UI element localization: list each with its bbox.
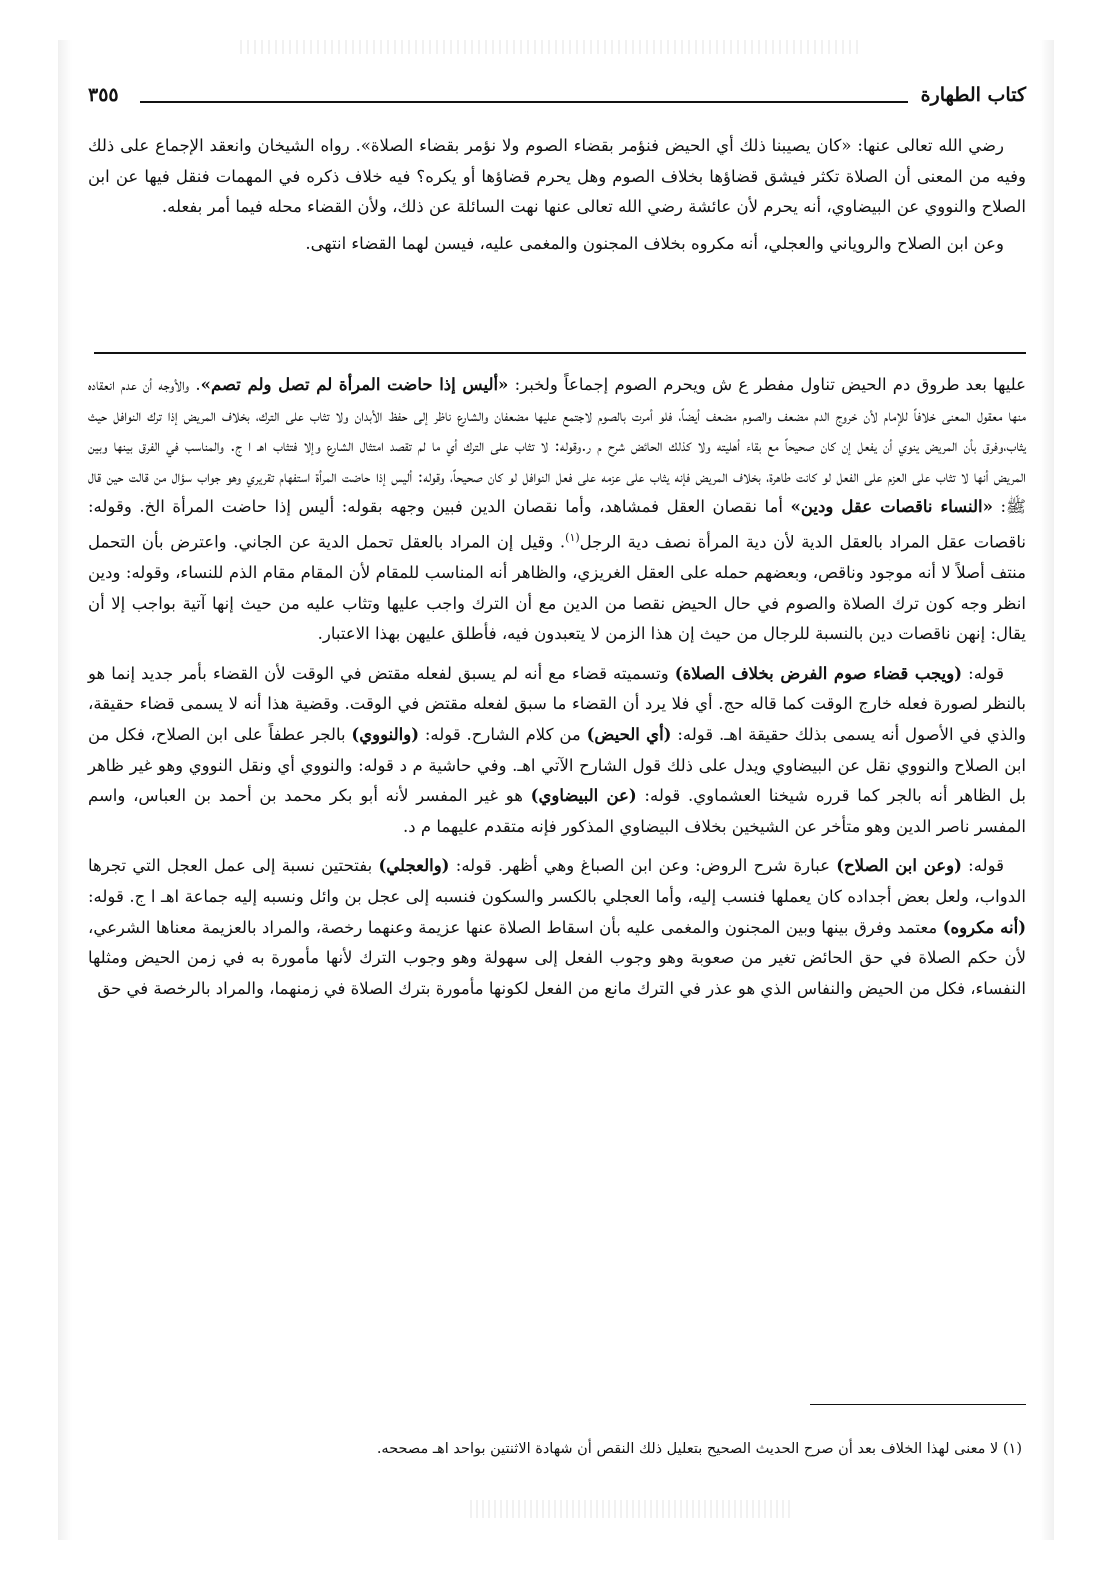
main-text [88, 131, 1026, 259]
lemma: (أي الحيض) [586, 725, 672, 745]
header-rule [140, 101, 908, 103]
main-paragraph: وعن ابن الصلاح والروياني والعجلي، أنه مكروه بخلاف المجنون والمغمى عليه، فيسن لهما القضاء انتهى. [305, 233, 1004, 253]
commentary-paragraph [88, 370, 1026, 650]
scan-shadow-left [58, 40, 72, 1540]
commentary-text: . والأوجه أن عدم انعقاده منها معقول المعنى خلافاً للإمام لأن خروج الدم مضعف والصوم مضعف أيضاً، فلو أمرت بالصوم لاجتمع عليها مضعفان والشارع ناظر إلى حفظ الأبدان ولا تثاب على الترك، بخلاف المريض إذا ترك النوافل حيث يثاب،وفرق بأن المريض ينوي أن يفعل إن كان صحيحاً مع بقاء أهليته ولا كذلك الحائض شرح م ر.وقوله: لا تثاب على الترك أي ما لم تقصد امتثال الشارع وإلا فتثاب اهـ ا ج. والمناسب في الفرق بينها وبين المريض أنها لا تثاب على العزم على الفعل لو كانت طاهرة، بخلاف المريض فإنه يثاب على عزمه على فعل النوافل لو كان صحيحاً، وقوله: أليس إذا حاضت المرأة استفهام تقريري وهو جواب سؤال من قالت حين قال ﷺ: [88, 375, 1026, 517]
running-head [88, 84, 1026, 114]
lemma: (أنه مكروه) [942, 917, 1026, 937]
hadith-quote: «أليس إذا حاضت المرأة لم تصل ولم تصم» [200, 375, 509, 394]
commentary-text: أما نقصان العقل فمشاهد، وأما نقصان الدين فبين وجهه بقوله: أليس إذا حاضت المرأة الخ. وقوله: ناقصات عقل المراد بالعقل الدية لأن دية المرأة نصف دية الرجل [88, 497, 1026, 552]
lemma: (وعن ابن الصلاح) [836, 856, 962, 876]
commentary-text: . وقيل إن المراد بالعقل تحمل الدية عن الجاني. واعترض بأن التحمل منتف أصلاً لا أنه موجود وناقص، وبعضهم حمله على العقل الغريزي، والظاهر أنه المناسب للمقام لأن المقام مقام الذم للنساء، وقوله: ودين انظر وجه كون ترك الصلاة والصوم في حال الحيض نقصا من الدين مع أن الترك واجب عليها وتثاب عليه من حيث إنها آتية بواجب إلا أن يقال: إنهن ناقصات دين بالنسبة للرجال من حيث إن هذا الزمن لا يتعبدون فيه، فأطلق عليهن بهذا الاعتبار. [88, 532, 1026, 644]
commentary-text: بفتحتين نسبة إلى عمل العجل التي تجرها الدواب، ولعل بعض أجداده كان يعملها فنسب إليه، وأما العجلي بالكسر والسكون فنسبه إلى عجل بن وائل ونسبه إليه جماعة اهـ ا ج. قوله: [88, 856, 1026, 906]
footnote-rule [810, 1404, 1026, 1405]
commentary-text: قوله: [968, 856, 1004, 876]
commentary-text: بالجر عطفاً على ابن الصلاح، فكل من ابن الصلاح والنووي نقل عن البيضاوي ويدل على ذلك قول الشارح الآتي اهـ. وفي حاشية م د قوله: والنووي أي ونقل النووي وهو غير ظاهر بل الظاهر أنه بالجر كما قرره شيخنا العشماوي. قوله: [88, 725, 1026, 806]
book-title: كتاب الطهارة [920, 84, 1026, 106]
lemma: (والعجلي) [378, 856, 450, 876]
footnote [130, 1438, 1022, 1460]
lemma: (ويجب قضاء صوم الفرض بخلاف الصلاة) [674, 663, 963, 683]
scan-noise-top [240, 40, 860, 54]
commentary-text: معتمد وفرق بينها وبين المجنون والمغمى عليه بأن اسقاط الصلاة عنها عزيمة وعنهما رخصة، والمراد بالعزيمة معناها الشرعي، لأن حكم الصلاة في حق الحائض تغير من صعوبة وهو وجوب الفعل إلى سهولة وهو وجوب الترك لأنها مأمورة به في زمن الحيض ومثلها النفساء، فكل من الحيض والنفاس الذي هو عذر في الترك مانع من الفعل لكونها مأمورة بترك الصلاة في زمنهما، والمراد بالرخصة في حق [88, 917, 1026, 998]
hadith-quote: «النساء ناقصات عقل ودين» [790, 497, 993, 517]
commentary-text: قوله: [968, 663, 1005, 683]
commentary-text: من كلام الشارح. قوله: [424, 725, 581, 745]
footnote-text: لا معنى لهذا الخلاف بعد أن صرح الحديث الصحيح بتعليل ذلك النقص أن شهادة الاثنتين بواحد اهـ مصححه. [376, 1441, 999, 1457]
commentary [88, 370, 1026, 1013]
commentary-text: وتسميته قضاء مع أنه لم يسبق لفعله مقتض في الوقت لأن القضاء بأمر جديد إنما هو بالنظر لصورة فعله خارج الوقت كما قاله حج. أي فلا يرد أن القضاء ما سبق لفعله مقتض في الوقت. وقضية هذا أنه لا يسمى قضاء حقيقة، والذي في الأصول أنه يسمى بذلك حقيقة اهـ. قوله: [88, 663, 1027, 745]
commentary-paragraph [88, 851, 1026, 1004]
footnote-reference: (١) [565, 530, 580, 544]
text-separator [94, 352, 1026, 354]
lemma: (عن البيضاوي) [530, 786, 637, 806]
commentary-paragraph [88, 659, 1026, 843]
scan-noise-bottom [470, 1500, 790, 1518]
lemma: (والنووي) [351, 725, 420, 745]
commentary-text: عبارة شرح الروض: وعن ابن الصباغ وهي أظهر. قوله: [455, 856, 830, 876]
commentary-text: هو غير المفسر لأنه أبو بكر محمد بن أحمد بن العباس، واسم المفسر ناصر الدين وهو متأخر عن الشيخين بخلاف البيضاوي المذكور فإنه متقدم عليهما م د. [88, 786, 1026, 836]
main-paragraph: رضي الله تعالى عنها: «كان يصيبنا ذلك أي الحيض فنؤمر بقضاء الصوم ولا نؤمر بقضاء الصلاة». رواه الشيخان وانعقد الإجماع على ذلك وفيه من المعنى أن الصلاة تكثر فيشق قضاؤها بخلاف الصوم وهل يحرم قضاؤها أو يكره؟ فيه خلاف ذكره في المهمات فنقل فيها عن ابن الصلاح والنووي عن البيضاوي، أنه يحرم لأن عائشة رضي الله تعالى عنها نهت السائلة عن ذلك، ولأن القضاء محله فيما أمر بفعله. [88, 136, 1026, 217]
scan-shadow-right [1040, 40, 1054, 1540]
footnote-marker: (١) [1002, 1441, 1022, 1457]
page-number: ٣٥٥ [88, 84, 119, 106]
commentary-text: عليها بعد طروق دم الحيض تناول مفطر ع ش ويحرم الصوم إجماعاً ولخبر: [514, 375, 1026, 394]
